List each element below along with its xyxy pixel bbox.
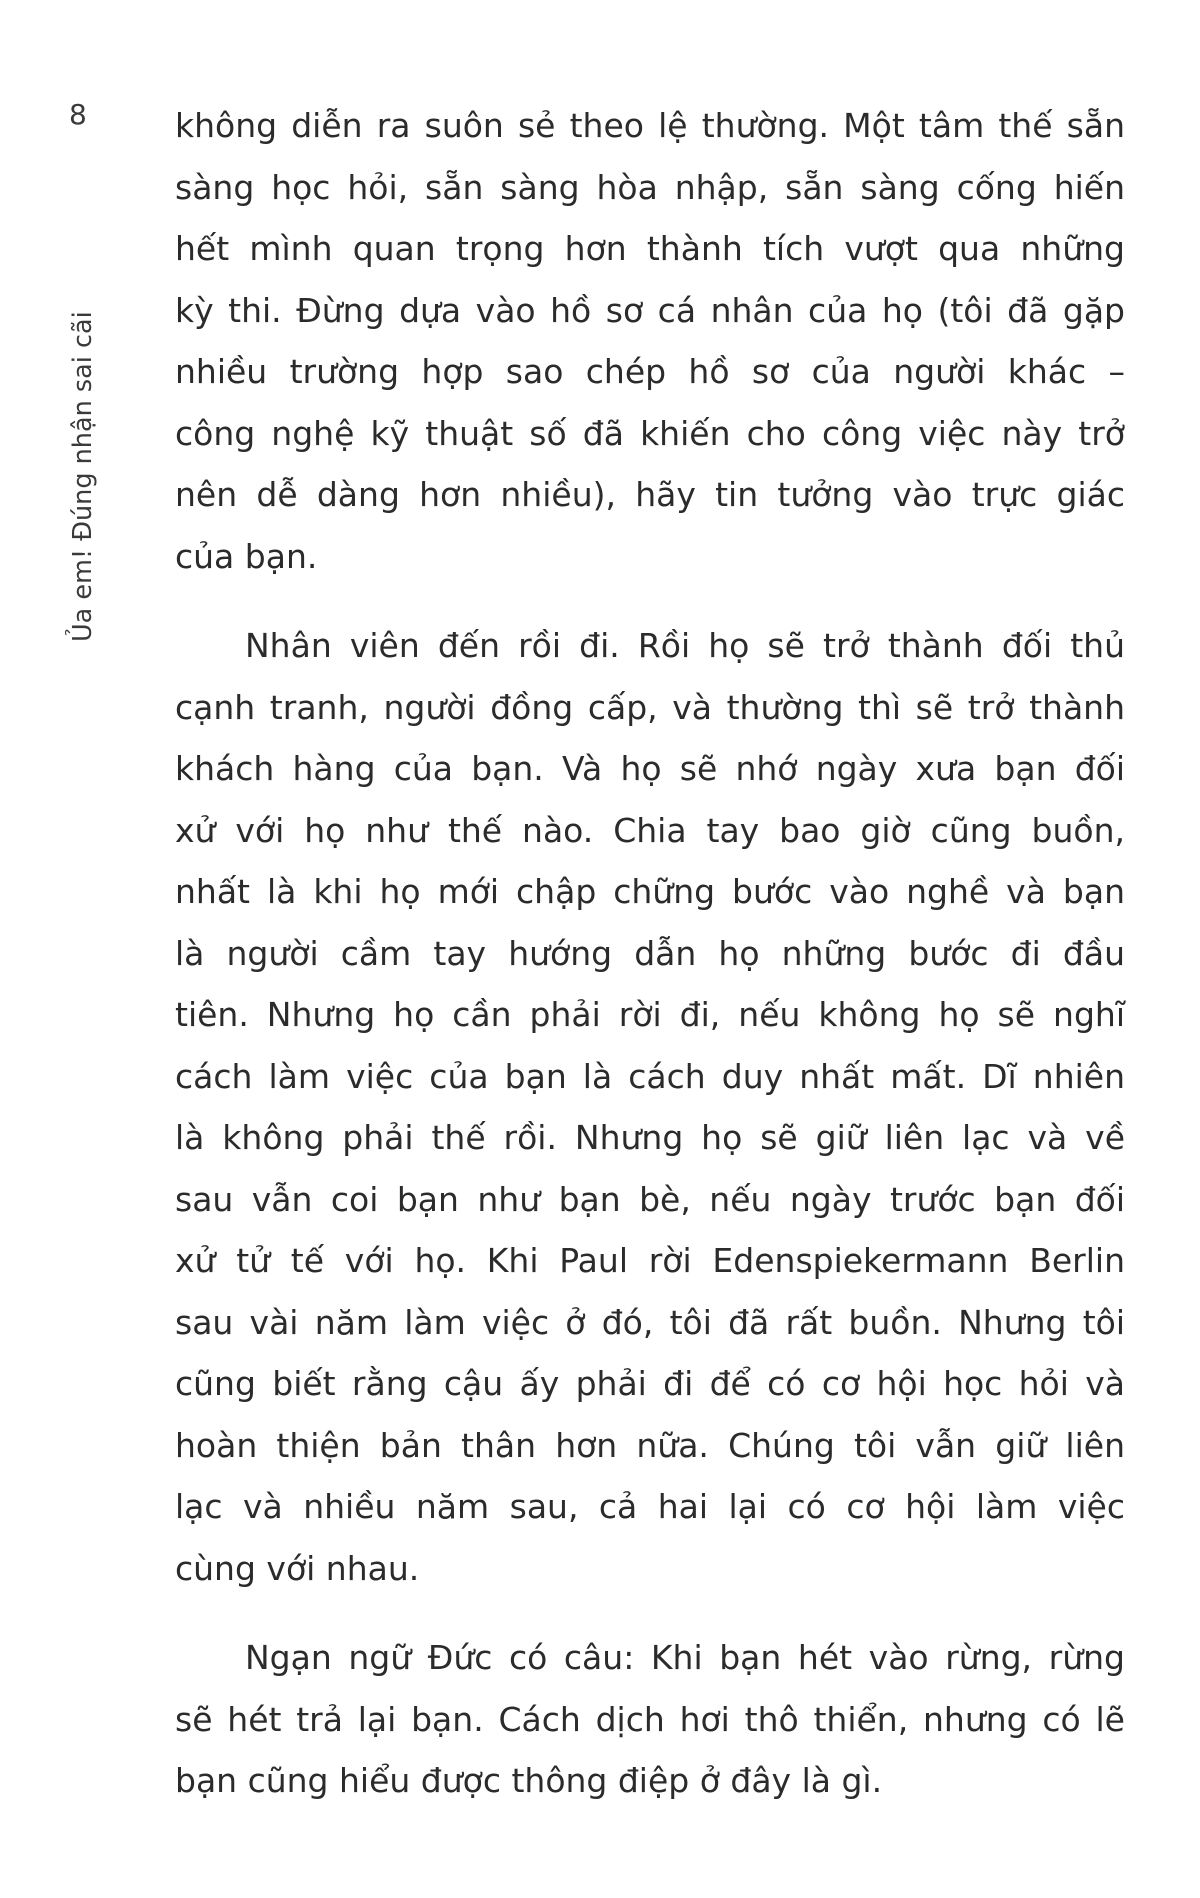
text-line: sẽ hét trả lại bạn. Cách dịch hơi thô thiển, nhưng có lẽ: [175, 1699, 1125, 1739]
text-line: công nghệ kỹ thuật số đã khiến cho công việc này trở: [175, 413, 1125, 453]
text-line: Ngạn ngữ Đức có câu: Khi bạn hét vào rừng, rừng: [245, 1638, 1125, 1677]
text-line: hoàn thiện bản thân hơn nữa. Chúng tôi vẫn giữ liên: [175, 1425, 1125, 1465]
text-line: không diễn ra suôn sẻ theo lệ thường. Một tâm thế sẵn: [175, 106, 1125, 145]
paragraph-2: [175, 615, 1125, 1599]
text-line: Nhân viên đến rồi đi. Rồi họ sẽ trở thành đối thủ: [245, 626, 1125, 665]
text-line: là không phải thế rồi. Nhưng họ sẽ giữ liên lạc và về: [175, 1118, 1125, 1157]
text-line: tiên. Nhưng họ cần phải rời đi, nếu không họ sẽ nghĩ: [175, 995, 1125, 1034]
text-line: hết mình quan trọng hơn thành tích vượt qua những: [175, 229, 1125, 268]
text-line: nên dễ dàng hơn nhiều), hãy tin tưởng vào trực giác: [175, 475, 1125, 514]
text-line: của bạn.: [175, 536, 318, 576]
body-text: [175, 95, 1125, 1840]
text-line: sau vẫn coi bạn như bạn bè, nếu ngày trước bạn đối: [175, 1179, 1125, 1219]
text-line: sau vài năm làm việc ở đó, tôi đã rất buồn. Nhưng tôi: [175, 1302, 1125, 1342]
text-line: cạnh tranh, người đồng cấp, và thường thì sẽ trở thành: [175, 687, 1125, 727]
text-line: xử với họ như thế nào. Chia tay bao giờ cũng buồn,: [175, 810, 1125, 850]
text-line: khách hàng của bạn. Và họ sẽ nhớ ngày xưa bạn đối: [175, 749, 1125, 788]
text-line: kỳ thi. Đừng dựa vào hồ sơ cá nhân của họ (tôi đã gặp: [175, 290, 1125, 330]
text-line: bạn cũng hiểu được thông điệp ở đây là gì.: [175, 1761, 883, 1800]
text-line: là người cầm tay hướng dẫn họ những bước đi đầu: [175, 933, 1125, 973]
page-number: 8: [69, 98, 87, 131]
text-line: cách làm việc của bạn là cách duy nhất mất. Dĩ nhiên: [175, 1056, 1125, 1096]
text-line: nhiều trường hợp sao chép hồ sơ của người khác –: [175, 352, 1125, 391]
text-line: sàng học hỏi, sẵn sàng hòa nhập, sẵn sàng cống hiến: [175, 167, 1125, 207]
running-header: Ủa em! Đúng nhận sai cãi: [68, 311, 98, 642]
text-line: xử tử tế với họ. Khi Paul rời Edenspiekermann Berlin: [175, 1241, 1125, 1280]
paragraph-1: [175, 95, 1125, 587]
text-line: nhất là khi họ mới chập chững bước vào nghề và bạn: [175, 872, 1125, 911]
text-line: cùng với nhau.: [175, 1548, 420, 1588]
text-line: cũng biết rằng cậu ấy phải đi để có cơ hội học hỏi và: [175, 1364, 1125, 1403]
text-line: lạc và nhiều năm sau, cả hai lại có cơ hội làm việc: [175, 1487, 1125, 1526]
paragraph-3: [175, 1627, 1125, 1812]
